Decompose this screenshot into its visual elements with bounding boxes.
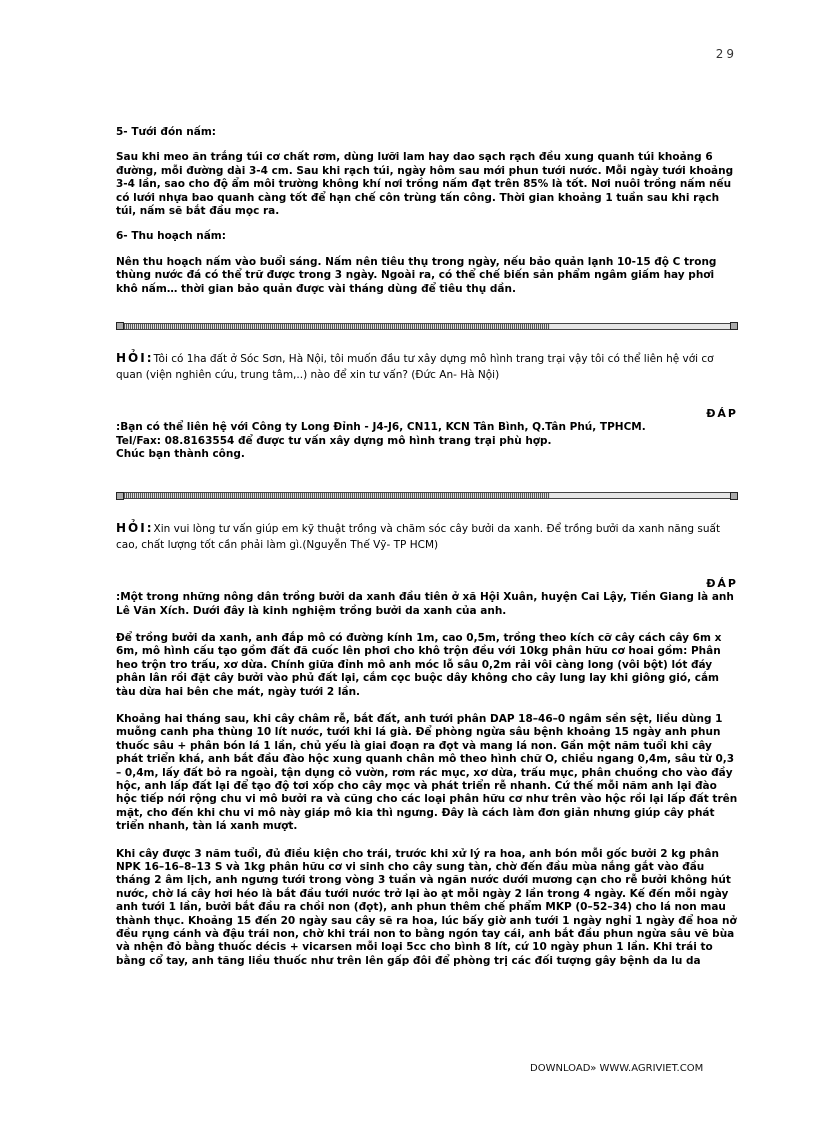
divider-bar (124, 323, 550, 330)
hoi-label: HỎI: (116, 520, 154, 535)
question-1-text: Tôi có 1ha đất ở Sóc Sơn, Hà Nội, tôi muốn đầu tư xây dựng mô hình trang trại vậy tôi có thể liên hệ với cơ quan (viện nghiên cứu, trung tâm,..) nào để xin tư vấn? (Đức An- Hà Nội) (116, 353, 714, 382)
question-1 (116, 350, 738, 383)
dap-label: ĐÁP (706, 577, 738, 591)
page-number: 29 (715, 47, 737, 61)
divider-bar (550, 323, 730, 330)
dap-label: ĐÁP (706, 407, 738, 421)
divider-end-icon (730, 492, 738, 500)
answer-1-line: Chúc bạn thành công. (116, 448, 245, 461)
divider (116, 320, 738, 332)
question-2 (116, 520, 738, 553)
answer-2-paragraph: Khoảng hai tháng sau, khi cây châm rễ, bắt đất, anh tưới phân DAP 18–46–0 ngâm sền sệt, liều dùng 1 muỗng canh pha thùng 10 lít nước, tưới khi lá già. Để phòng ngừa sâu bệnh khoảng 15 ngày anh phun thuốc sâu + phân bón lá 1 lần, chủ yếu là giai đoạn ra đọt và mang lá non. Gần một năm tuổi khi cây phát triển khá, anh bắt đầu đào hộc xung quanh chân mô theo hình chữ O, chiều ngang 0,4m, sâu từ 0,3 – 0,4m, lấy đất bỏ ra ngoài, tận dụng cỏ vườn, rơm rác mục, xơ dừa, trấu mục, phân chuồng cho vào đầy hộc, anh lấp đất lại để tạo độ tơi xốp cho cây mọc và phát triển rễ nhanh. Cứ thế mỗi năm anh lại đào hộc tiếp nới rộng chu vi mô bưởi ra và cũng cho các loại phân hữu cơ như trên vào hộc rồi lại lấp đất trên mặt, cho đến khi chu vi mô này giáp mô kia thì ngưng. Đây là cách làm đơn giản nhưng giúp cây phát triển nhanh, tàn lá xanh mượt. (116, 712, 738, 833)
divider-bar (550, 492, 730, 499)
answer-1-line: :Bạn có thể liên hệ với Công ty Long Đỉnh - J4-J6, CN11, KCN Tân Bình, Q.Tân Phú, TPHCM. (116, 421, 646, 434)
divider-end-icon (116, 492, 124, 500)
answer-1-line: Tel/Fax: 08.8163554 để được tư vấn xây dựng mô hình trang trại phù hợp. (116, 434, 552, 447)
answer-2-paragraph: Khi cây được 3 năm tuổi, đủ điều kiện cho trái, trước khi xử lý ra hoa, anh bón mỗi gốc bưởi 2 kg phân NPK 16–16–8–13 S và 1kg phân hữu cơ vi sinh cho cây sung tàn, chờ đến đầu mùa nắng gắt vào đầu tháng 2 âm lịch, anh ngưng tưới trong vòng 3 tuần và ngăn nước dưới mương cạn cho rễ bưởi không hút nước, chờ lá cây hơi héo là bắt đầu tưới nước trở lại ào ạt mỗi ngày 2 lần trong 4 ngày. Kế đến mỗi ngày anh tưới 1 lần, bưởi bắt đầu ra chồi non (đọt), anh phun thêm chế phẩm MKP (0–52–34) cho lá non mau thành thục. Khoảng 15 đến 20 ngày sau cây sẽ ra hoa, lúc bấy giờ anh tưới 1 ngày nghỉ 1 ngày để hoa nở đều rụng cánh và đậu trái non, chờ khi trái non to bằng ngón tay cái, anh bắt đầu phun ngừa sâu vẽ bùa và nhện đỏ bằng thuốc décis + vicarsen mỗi loại 5cc cho bình 8 lít, cứ 10 ngày phun 1 lần. Khi trái to bằng cổ tay, anh tăng liều thuốc như trên lên gấp đôi để phòng trị các đối tượng gây bệnh da lu da (116, 847, 737, 967)
question-2-text: Xin vui lòng tư vấn giúp em kỹ thuật trồng và chăm sóc cây bưởi da xanh. Để trồng bưởi da xanh năng suất cao, chất lượng tốt cần phải làm gì.(Nguyễn Thế Vỹ- TP HCM) (116, 522, 721, 551)
hoi-label: HỎI: (116, 351, 154, 366)
divider (116, 490, 738, 502)
answer-2-intro: :Một trong những nông dân trồng bưởi da xanh đầu tiên ở xã Hội Xuân, huyện Cai Lậy, Tiền Giang là anh Lê Văn Xích. Dưới đây là kinh nghiệm trồng bưởi da xanh của anh. (116, 591, 734, 617)
divider-end-icon (116, 322, 124, 330)
divider-bar (124, 492, 550, 499)
answer-2-paragraph: Để trồng bưởi da xanh, anh đắp mô có đường kính 1m, cao 0,5m, trồng theo kích cỡ cây cách cây 6m x 6m, mô hình cấu tạo gồm đất đã cuốc lên phơi cho khô trộn đều với 10kg phân hữu cơ hoai gồm: Phân heo trộn tro trấu, xơ dừa. Chính giữa đỉnh mô anh móc lỗ sâu 0,2m rải vôi càng long (vôi bột) lót đáy phân lân rồi đặt cây bưởi vào phủ đất lại, cắm cọc buộc dây không cho cây lung lay khi giông gió, cắm tàu dừa hai bên che mát, ngày tưới 2 lần. (116, 631, 722, 698)
divider-end-icon (730, 322, 738, 330)
section-6-paragraph: Nên thu hoạch nấm vào buổi sáng. Nấm nên tiêu thụ trong ngày, nếu bảo quản lạnh 10-15 độ C trong thùng nước đá có thể trữ được trong 3 ngày. Ngoài ra, có thể chế biến sản phẩm ngâm giấm hay phơi khô nấm… thời gian bảo quản được vài tháng dùng để tiêu thụ dần. (116, 255, 717, 295)
section-5-paragraph: Sau khi meo ăn trắng túi cơ chất rơm, dùng lưỡi lam hay dao sạch rạch đều xung quanh túi khoảng 6 đường, mỗi đường dài 3-4 cm. Sau khi rạch túi, ngày hôm sau mới phun tưới nước. Mỗi ngày tưới khoảng 3-4 lần, sao cho độ ẩm môi trường không khí nơi trồng nấm đạt trên 85% là tốt. Nơi nuôi trồng nấm nếu có lưới nhựa bao quanh càng tốt để hạn chế côn trùng tấn công. Thời gian khoảng 1 tuần sau khi rạch túi, nấm sẽ bắt đầu mọc ra. (116, 151, 734, 218)
section-5-heading: 5- Tưới đón nấm: (116, 126, 216, 138)
footer-download-link[interactable]: DOWNLOAD» WWW.AGRIVIET.COM (530, 1063, 704, 1074)
section-6-heading: 6- Thu hoạch nấm: (116, 230, 226, 243)
document-body (116, 126, 738, 968)
